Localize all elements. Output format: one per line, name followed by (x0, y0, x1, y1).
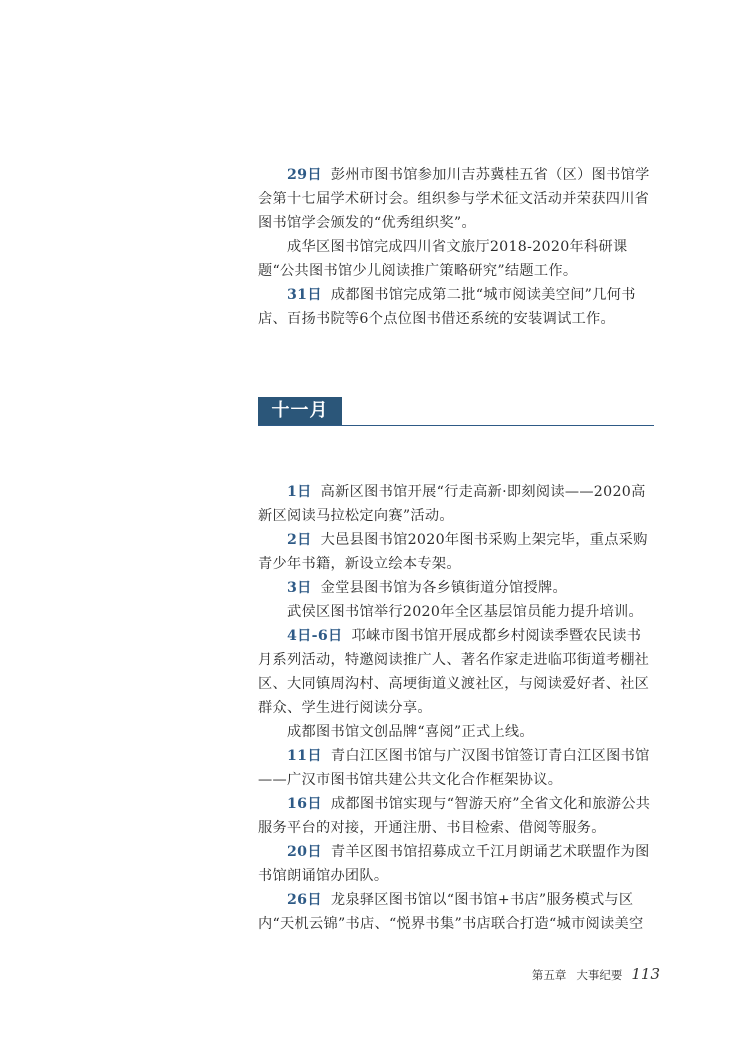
footer-title: 大事纪要 (576, 968, 623, 982)
entry-day: 11日 (287, 748, 322, 764)
entry-31 (258, 283, 654, 331)
entry-day: 29日 (287, 167, 322, 183)
entry-text: 金堂县图书馆为各乡镇街道分馆授牌。 (320, 580, 567, 596)
footer-chapter: 第五章 (531, 968, 567, 982)
entry-day: 1日 (287, 484, 312, 500)
entry-20 (258, 840, 654, 888)
entry-day: 20日 (287, 844, 322, 860)
entry-day: 2日 (287, 532, 312, 548)
bottom-entries (258, 480, 654, 936)
entry-day: 26日 (287, 892, 322, 908)
page-number: 113 (631, 965, 660, 983)
entry-text: 高新区图书馆开展“行走高新·即刻阅读——2020高新区阅读马拉松定向赛”活动。 (258, 484, 646, 524)
entry-29 (258, 163, 654, 235)
month-section-header (258, 397, 654, 426)
entry-chenghua (258, 235, 654, 283)
top-entries (258, 163, 654, 331)
entry-11 (258, 744, 654, 792)
entry-day: 31日 (287, 287, 322, 303)
entry-16 (258, 792, 654, 840)
entry-day: 4日-6日 (287, 628, 343, 644)
entry-day: 16日 (287, 796, 322, 812)
entry-wuhou (258, 600, 654, 624)
entry-1 (258, 480, 654, 528)
entry-text: 邛崃市图书馆开展成都乡村阅读季暨农民读书月系列活动，特邀阅读推广人、著名作家走进临邛街道考棚社区、大同镇周沟村、高埂街道义渡社区，与阅读爱好者、社区群众、学生进行阅读分享。 (258, 628, 650, 716)
page-footer (532, 965, 660, 983)
month-title: 十一月 (258, 397, 342, 425)
entry-text: 武侯区图书馆举行2020年全区基层馆员能力提升培训。 (287, 604, 644, 620)
entry-text: 青白江区图书馆与广汉图书馆签订青白江区图书馆——广汉市图书馆共建公共文化合作框架协议。 (258, 748, 650, 788)
entry-text: 龙泉驿区图书馆以“图书馆+书店”服务模式与区内“天机云锦”书店、“悦界书集”书店联合打造“城市阅读美空 (258, 892, 644, 932)
entry-text: 大邑县图书馆2020年图书采购上架完毕，重点采购青少年书籍，新设立绘本专架。 (258, 532, 648, 572)
entry-text: 成都图书馆文创品牌“喜阅”正式上线。 (287, 724, 534, 740)
entry-text: 青羊区图书馆招募成立千江月朗诵艺术联盟作为图书馆朗诵馆办团队。 (258, 844, 650, 884)
entry-2 (258, 528, 654, 576)
entry-text: 成都图书馆完成第二批“城市阅读美空间”几何书店、百扬书院等6个点位图书借还系统的安装调试工作。 (258, 287, 636, 327)
entry-4-6 (258, 624, 654, 720)
entry-xiyue (258, 720, 654, 744)
entry-text: 彭州市图书馆参加川吉苏冀桂五省（区）图书馆学会第十七届学术研讨会。组织参与学术征文活动并荣获四川省图书馆学会颁发的“优秀组织奖”。 (258, 167, 650, 231)
entry-26 (258, 888, 654, 936)
entry-text: 成华区图书馆完成四川省文旅厅2018-2020年科研课题“公共图书馆少儿阅读推广策略研究”结题工作。 (258, 239, 628, 279)
entry-text: 成都图书馆实现与“智游天府”全省文化和旅游公共服务平台的对接，开通注册、书目检索、借阅等服务。 (258, 796, 651, 836)
entry-day: 3日 (287, 580, 312, 596)
entry-3 (258, 576, 654, 600)
